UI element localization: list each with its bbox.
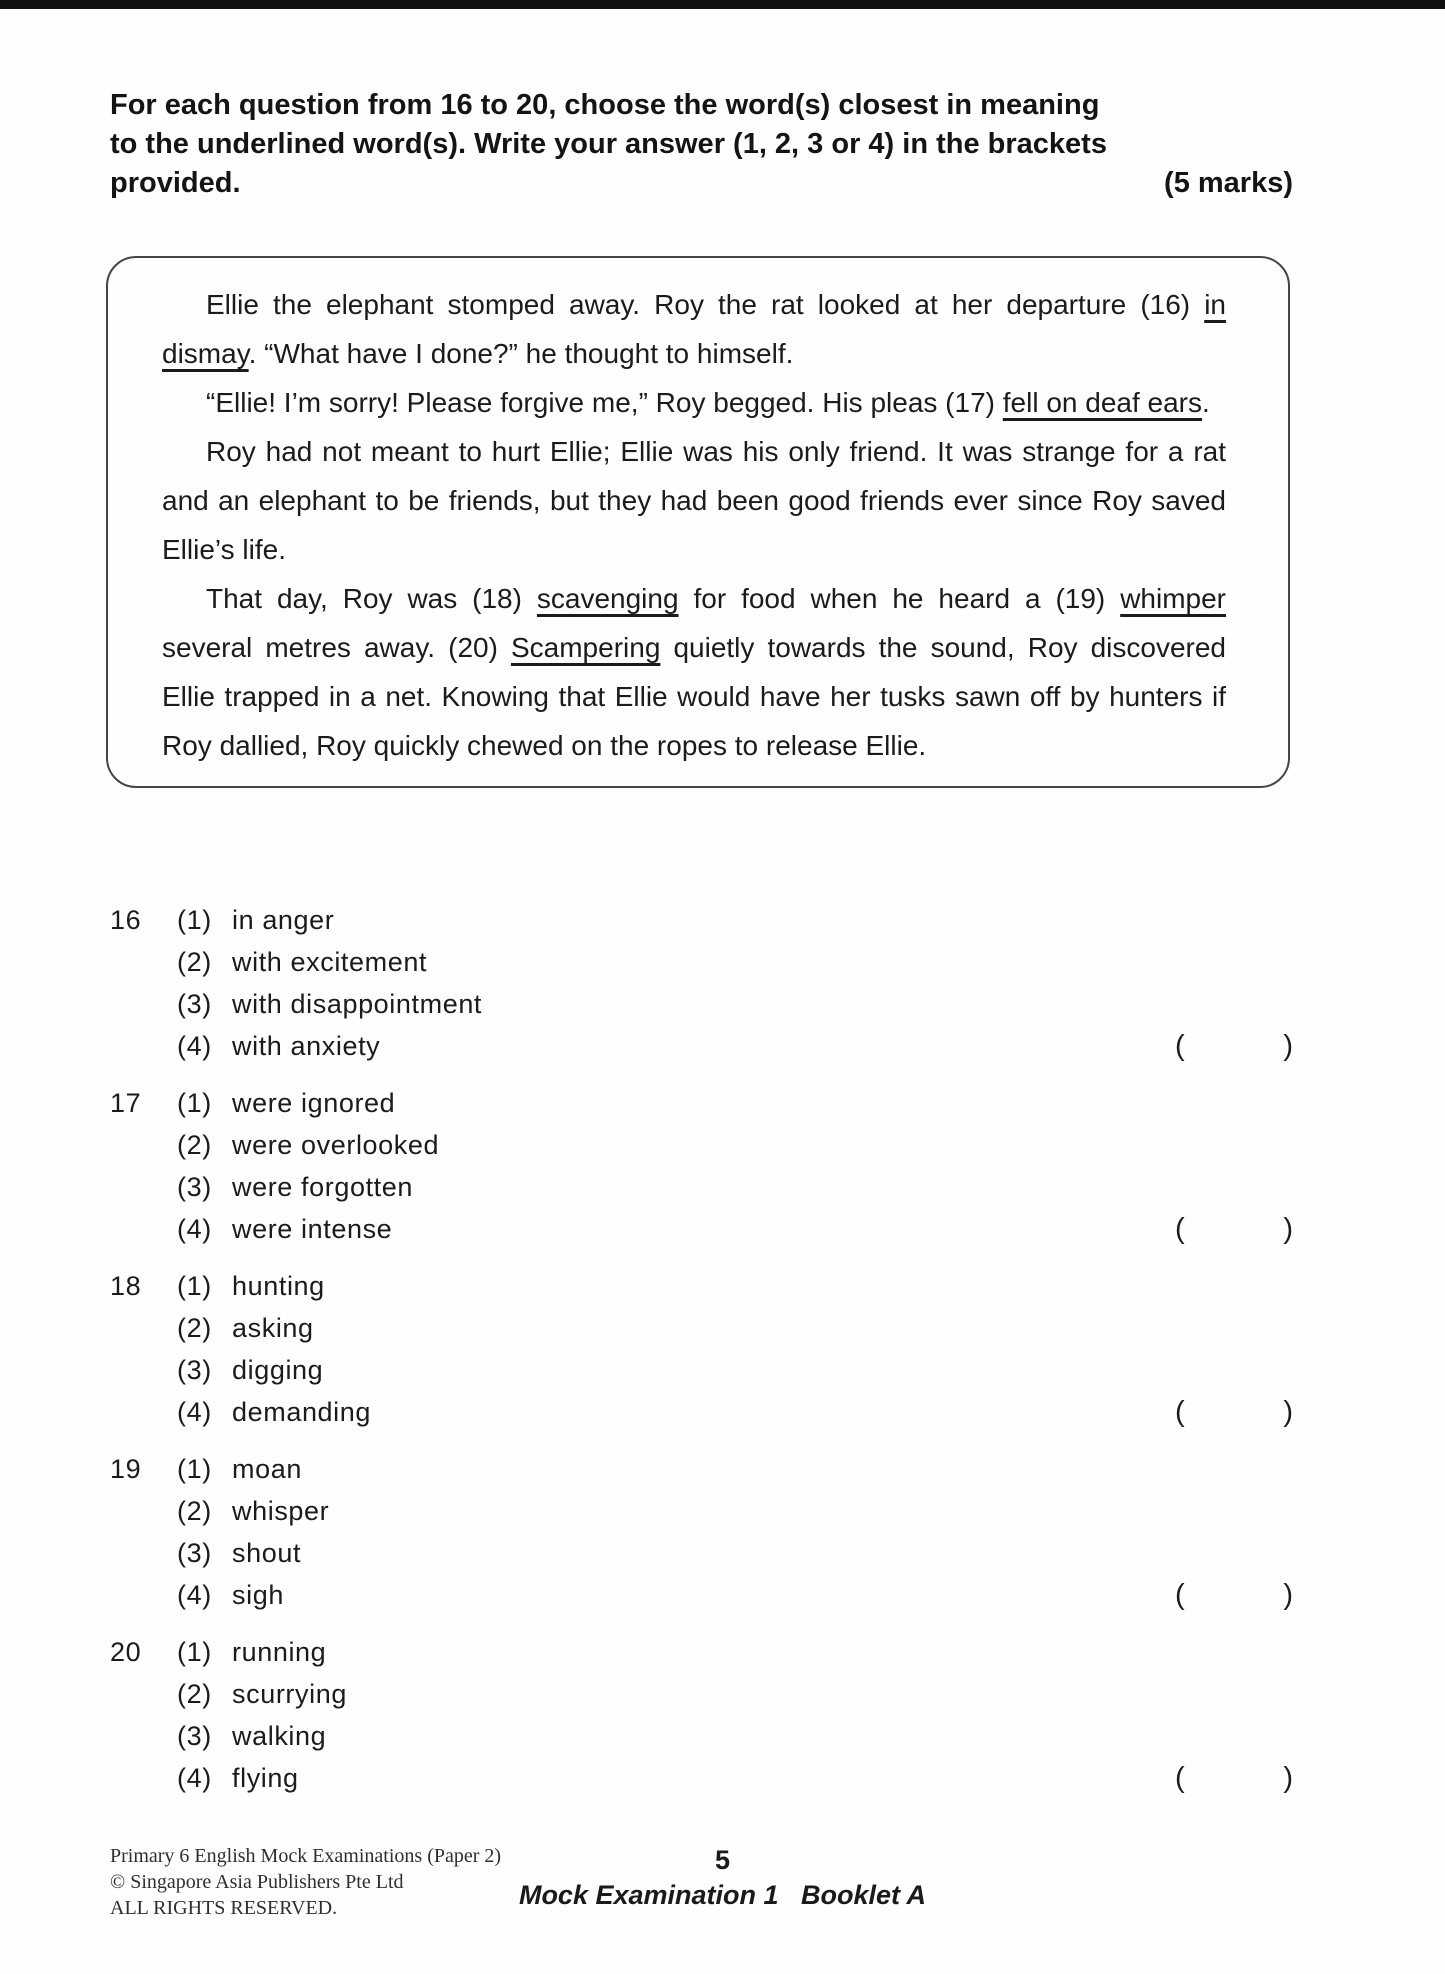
option-text: asking <box>232 1313 314 1343</box>
instruction-line-end: provided. <box>110 167 241 199</box>
booklet-label: Mock Examination 1 Booklet A <box>518 1880 927 1910</box>
question-option-row <box>110 1025 1293 1067</box>
option-text: with excitement <box>232 947 428 977</box>
option-number: (1) <box>177 1088 212 1118</box>
option-number: (4) <box>177 1031 212 1061</box>
question-number: 19 <box>110 1454 142 1484</box>
question-number <box>110 1490 177 1532</box>
option-number: (3) <box>177 989 212 1019</box>
bracket-close: ) <box>1283 1579 1293 1611</box>
option-text: digging <box>232 1355 324 1385</box>
instruction-line: to the underlined word(s). Write your answer (1, 2, 3 or 4) in the brackets <box>110 128 1107 160</box>
question-option-row <box>110 1391 1293 1433</box>
underlined-phrase: scavenging <box>536 583 679 614</box>
question-number <box>110 1124 177 1166</box>
option-number: (3) <box>177 1172 212 1202</box>
bracket-open: ( <box>1175 1396 1185 1428</box>
footer-imprint-line: Primary 6 English Mock Examinations (Paper 2) <box>110 1845 502 1867</box>
bracket-close: ) <box>1283 1396 1293 1428</box>
question-number: 16 <box>110 905 142 935</box>
passage-text: That day, Roy was (18) <box>206 583 537 614</box>
question-number <box>110 1349 177 1391</box>
option-number: (2) <box>177 1313 212 1343</box>
answer-brackets <box>1175 1025 1293 1067</box>
question-block <box>110 1265 1293 1433</box>
option-text: whisper <box>232 1496 330 1526</box>
question-option-row <box>110 1166 1293 1208</box>
footer-center <box>0 1845 1445 1911</box>
question-option-row <box>110 1574 1293 1616</box>
question-number <box>110 1715 177 1757</box>
underlined-phrase: fell on deaf ears <box>1002 387 1202 418</box>
option-number: (2) <box>177 1679 212 1709</box>
question-number <box>110 941 177 983</box>
question-block <box>110 899 1293 1067</box>
option-number: (2) <box>177 1496 212 1526</box>
instruction-line: For each question from 16 to 20, choose the word(s) closest in meaning <box>110 89 1100 121</box>
option-text: were ignored <box>232 1088 396 1118</box>
option-text: with anxiety <box>232 1031 381 1061</box>
option-text: were overlooked <box>232 1130 440 1160</box>
question-option-row <box>110 1715 1293 1757</box>
passage-paragraph <box>162 378 1226 427</box>
question-option-row <box>110 1349 1293 1391</box>
option-text: hunting <box>232 1271 325 1301</box>
question-option-row <box>110 1208 1293 1250</box>
question-option-row <box>110 899 1293 941</box>
question-block <box>110 1631 1293 1799</box>
passage-text: several metres away. (20) <box>162 632 511 663</box>
answer-brackets <box>1175 1391 1293 1433</box>
question-option-row <box>110 1082 1293 1124</box>
question-number <box>110 1208 177 1250</box>
option-text: sigh <box>232 1580 284 1610</box>
option-text: scurrying <box>232 1679 347 1709</box>
bracket-open: ( <box>1175 1579 1185 1611</box>
option-text: in anger <box>232 905 335 935</box>
footer-imprint-line: © Singapore Asia Publishers Pte Ltd <box>110 1871 404 1893</box>
footer-imprint-line: ALL RIGHTS RESERVED. <box>110 1897 338 1919</box>
question-option-row <box>110 1757 1293 1799</box>
question-number <box>110 1574 177 1616</box>
question-option-row <box>110 1631 1293 1673</box>
option-text: were forgotten <box>232 1172 413 1202</box>
question-number: 20 <box>110 1637 142 1667</box>
option-text: moan <box>232 1454 302 1484</box>
passage-text: for food when he heard a (19) <box>678 583 1121 614</box>
question-option-row <box>110 1448 1293 1490</box>
question-option-row <box>110 1265 1293 1307</box>
question-number <box>110 1757 177 1799</box>
option-number: (2) <box>177 947 212 977</box>
underlined-phrase: in dismay <box>162 289 1226 369</box>
passage-paragraph <box>162 427 1226 574</box>
option-number: (3) <box>177 1355 212 1385</box>
passage-paragraphs <box>162 280 1226 770</box>
option-text: running <box>232 1637 327 1667</box>
option-number: (1) <box>177 905 212 935</box>
passage-text: quietly towards the sound, Roy discovered Ellie trapped in a net. Knowing that Ellie would have her tusks sawn off by hunters if Roy dallied, Roy quickly chewed on the ropes to release Ellie. <box>162 632 1226 761</box>
bracket-close: ) <box>1283 1213 1293 1245</box>
passage-text: “Ellie! I’m sorry! Please forgive me,” Roy begged. His pleas (17) <box>206 387 1003 418</box>
passage-paragraph <box>162 280 1226 378</box>
question-option-row <box>110 1673 1293 1715</box>
scan-artifact-top <box>0 0 1445 9</box>
option-text: flying <box>232 1763 299 1793</box>
question-number: 18 <box>110 1271 142 1301</box>
underlined-phrase: Scampering <box>510 632 661 663</box>
option-number: (3) <box>177 1721 212 1751</box>
option-number: (4) <box>177 1214 212 1244</box>
option-number: (4) <box>177 1397 212 1427</box>
option-number: (2) <box>177 1130 212 1160</box>
option-text: shout <box>232 1538 302 1568</box>
marks-label: (5 marks) <box>1164 167 1293 199</box>
question-number <box>110 1166 177 1208</box>
option-number: (4) <box>177 1763 212 1793</box>
question-option-row <box>110 1307 1293 1349</box>
underlined-phrase: whimper <box>1120 583 1226 614</box>
option-text: were intense <box>232 1214 393 1244</box>
option-text: with disappointment <box>232 989 483 1019</box>
question-option-row <box>110 941 1293 983</box>
question-option-row <box>110 1490 1293 1532</box>
answer-brackets <box>1175 1757 1293 1799</box>
questions-list <box>110 899 1293 1814</box>
instructions <box>110 86 1293 203</box>
bracket-open: ( <box>1175 1213 1185 1245</box>
instruction-line <box>110 164 1293 203</box>
option-number: (1) <box>177 1637 212 1667</box>
passage-text: . <box>1202 387 1210 418</box>
question-option-row <box>110 983 1293 1025</box>
question-number <box>110 1673 177 1715</box>
option-text: walking <box>232 1721 327 1751</box>
question-number <box>110 1025 177 1067</box>
question-number: 17 <box>110 1088 142 1118</box>
question-option-row <box>110 1124 1293 1166</box>
passage-text: Roy had not meant to hurt Ellie; Ellie was his only friend. It was strange for a rat and an elephant to be friends, but they had been good friends ever since Roy saved Ellie’s life. <box>162 436 1226 565</box>
bracket-close: ) <box>1283 1030 1293 1062</box>
passage-text: . “What have I done?” he thought to himself. <box>248 338 794 369</box>
passage-text: Ellie the elephant stomped away. Roy the rat looked at her departure (16) <box>206 289 1205 320</box>
answer-brackets <box>1175 1574 1293 1616</box>
option-number: (4) <box>177 1580 212 1610</box>
passage-box <box>106 256 1290 788</box>
option-number: (1) <box>177 1454 212 1484</box>
option-text: demanding <box>232 1397 372 1427</box>
bracket-open: ( <box>1175 1762 1185 1794</box>
option-number: (1) <box>177 1271 212 1301</box>
question-block <box>110 1082 1293 1250</box>
question-option-row <box>110 1532 1293 1574</box>
question-number <box>110 1307 177 1349</box>
question-number <box>110 983 177 1025</box>
answer-brackets <box>1175 1208 1293 1250</box>
question-block <box>110 1448 1293 1616</box>
bracket-open: ( <box>1175 1030 1185 1062</box>
bracket-close: ) <box>1283 1762 1293 1794</box>
question-number <box>110 1391 177 1433</box>
option-number: (3) <box>177 1538 212 1568</box>
page-number: 5 <box>714 1845 731 1875</box>
question-number <box>110 1532 177 1574</box>
passage-paragraph <box>162 574 1226 770</box>
